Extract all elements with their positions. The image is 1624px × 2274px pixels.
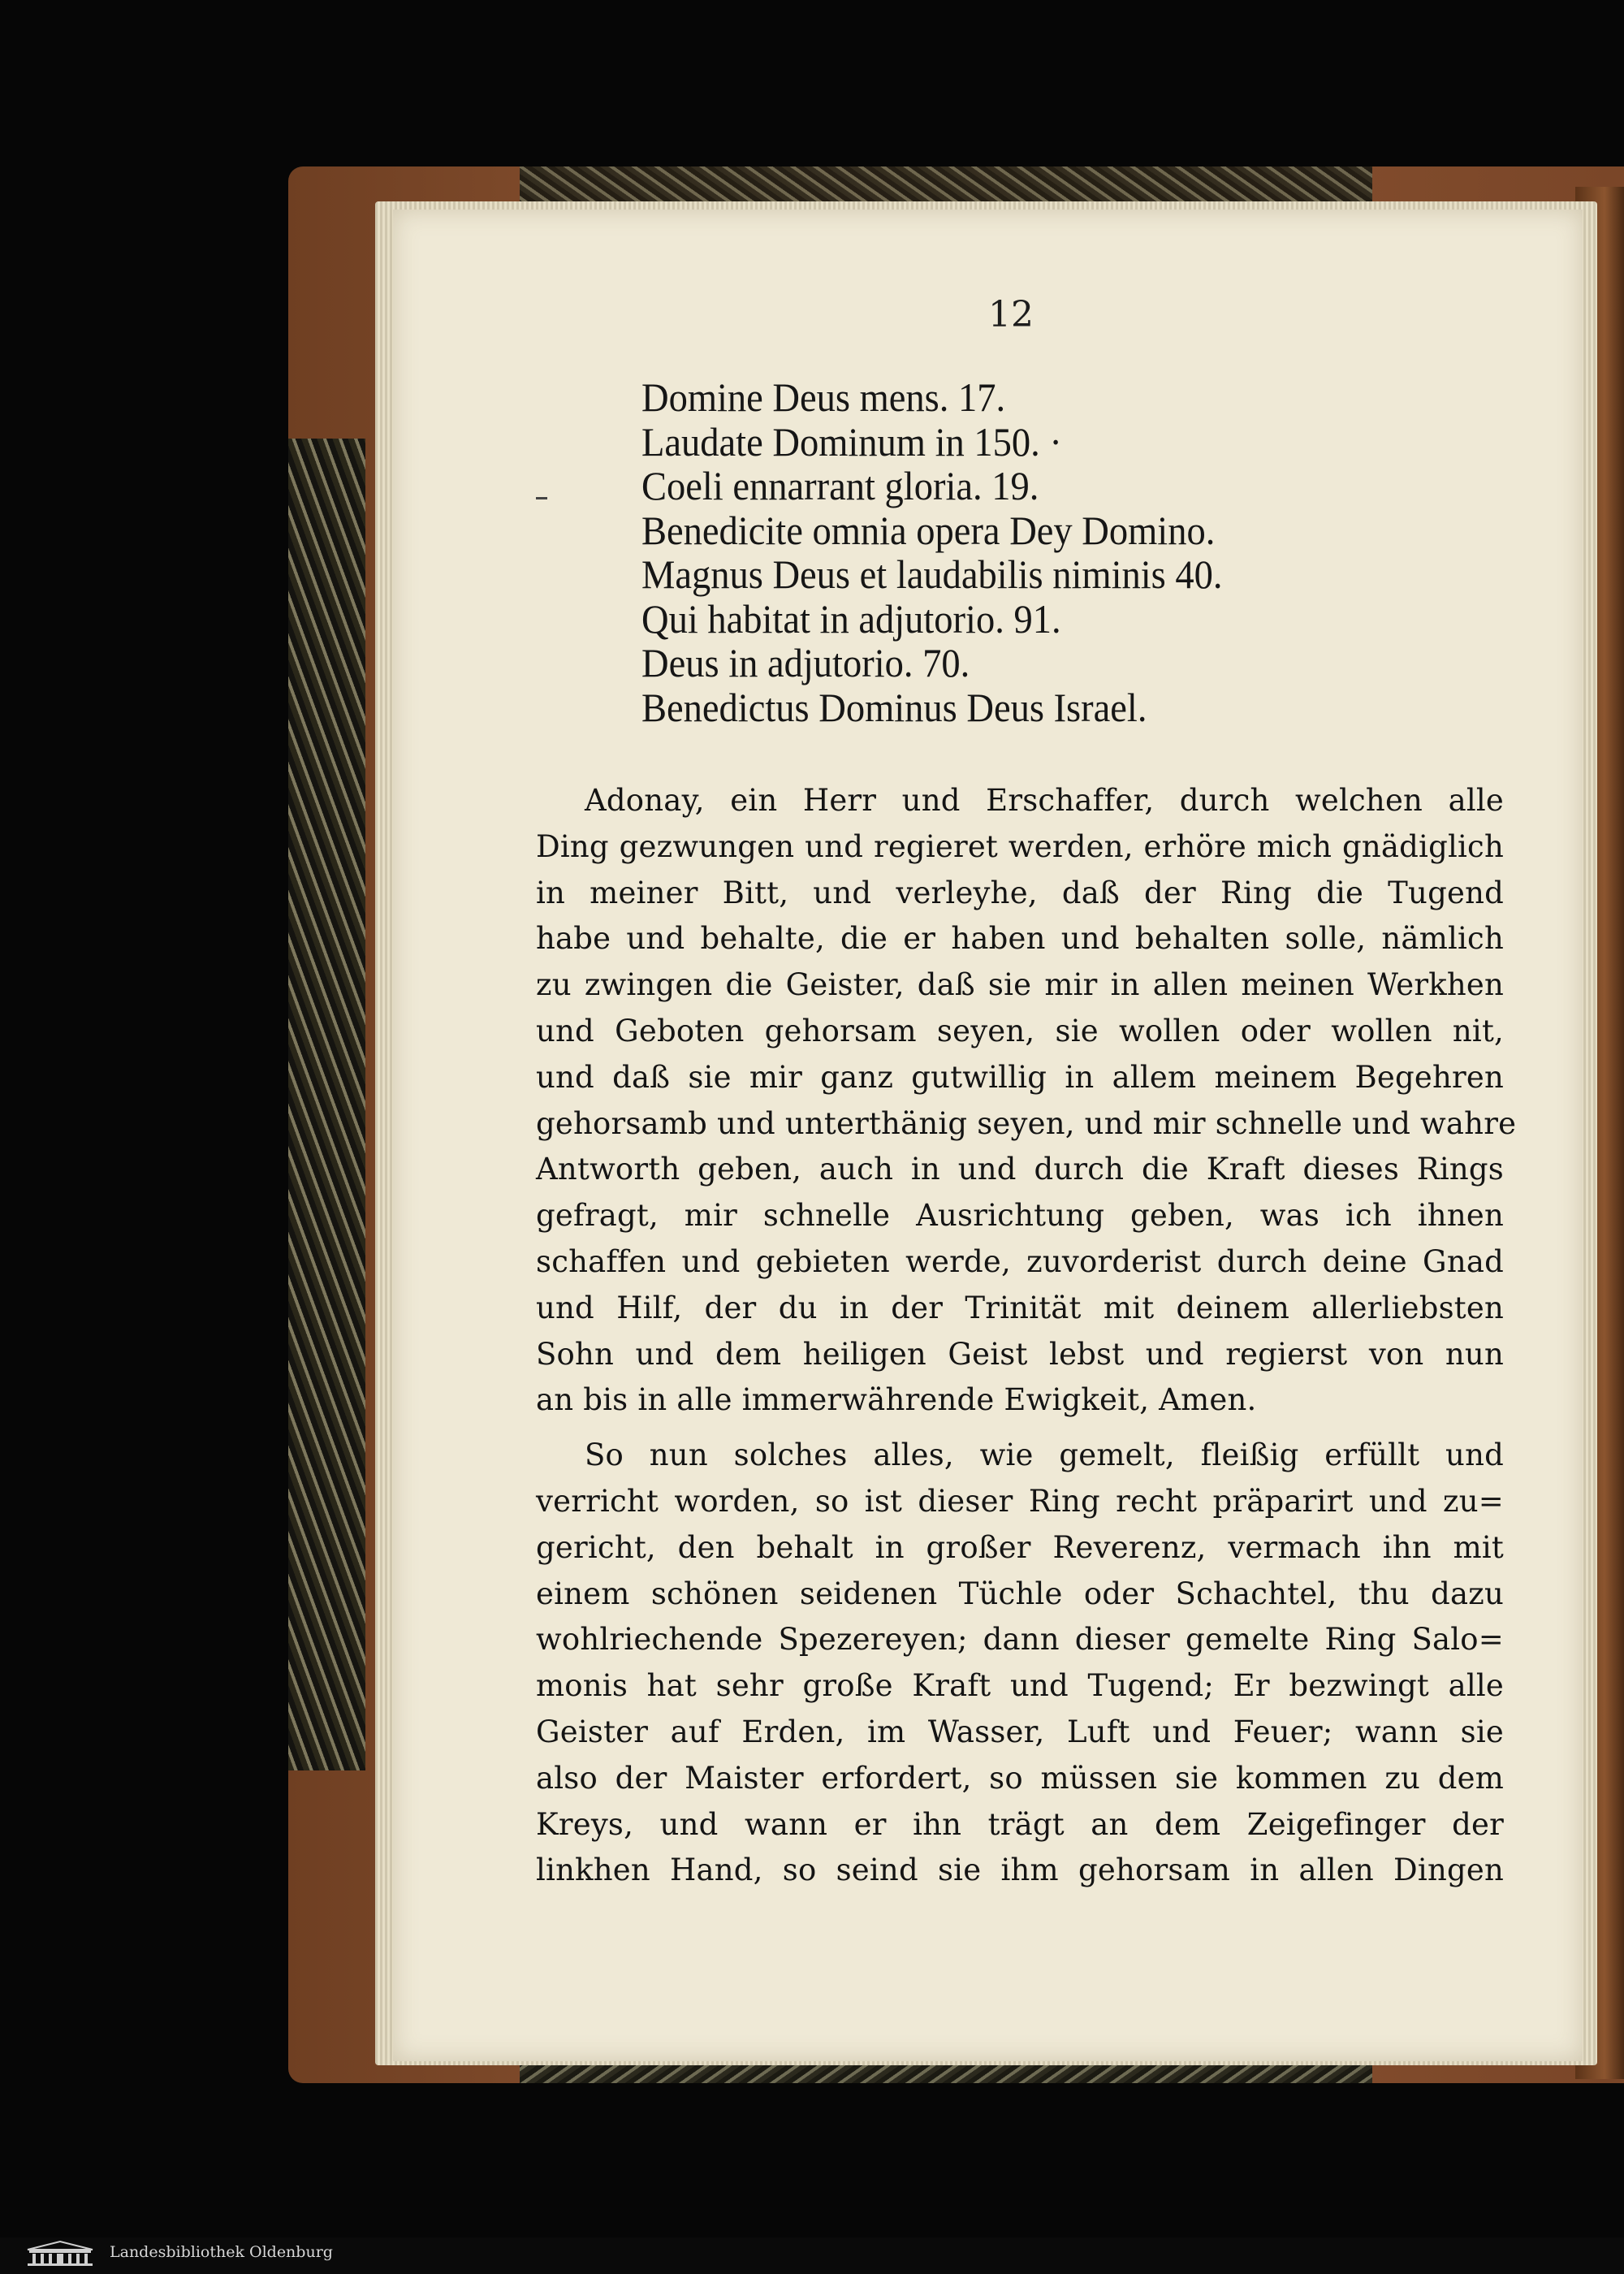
text-line: habe und behalte, die er haben und behalten solle, nämlich <box>536 921 1504 957</box>
psalm-line: Coeli ennarrant gloria. 19. <box>641 463 1039 508</box>
text-line: monis hat sehr große Kraft und Tugend; Er bezwingt alle <box>536 1668 1504 1704</box>
psalm-line: Magnus Deus et laudabilis niminis 40. <box>641 551 1223 597</box>
text-line: Ding gezwungen und regieret werden, erhöre mich gnädiglich <box>536 828 1504 864</box>
library-building-icon <box>23 2240 97 2268</box>
text-line: also der Maister erfordert, so müssen sie kommen zu dem <box>536 1760 1504 1796</box>
text-line: linkhen Hand, so seind sie ihm gehorsam in allen Dingen <box>536 1852 1504 1888</box>
marbled-cover-left <box>288 439 365 1770</box>
text-line: gericht, den behalt in großer Reverenz, vermach ihn mit <box>536 1529 1504 1565</box>
marbled-cover-top <box>520 166 1372 205</box>
text-line: an bis in alle immerwährende Ewigkeit, Amen. <box>536 1382 1257 1418</box>
text-line: Adonay, ein Herr und Erschaffer, durch welchen alle <box>585 783 1504 818</box>
text-line: Geister auf Erden, im Wasser, Luft und Feuer; wann sie <box>536 1714 1504 1749</box>
text-line: und daß sie mir ganz gutwillig in allem meinem Begehren <box>536 1059 1504 1095</box>
text-line: einem schönen seidenen Tüchle oder Schachtel, thu dazu <box>536 1576 1504 1611</box>
psalm-line: Benedicite omnia opera Dey Domino. <box>641 507 1216 553</box>
text-line: gehorsamb und unterthänig seyen, und mir schnelle und wahre <box>536 1105 1517 1141</box>
text-line: zu zwingen die Geister, daß sie mir in allen meinen Werkhen <box>536 967 1504 1003</box>
psalm-line: Qui habitat in adjutorio. 91. <box>641 595 1061 642</box>
text-line: und Hilf, der du in der Trinität mit deinem allerliebsten <box>536 1290 1504 1325</box>
paragraph-prayer <box>536 778 1517 1424</box>
psalm-line: Deus in adjutorio. 70. <box>641 640 970 685</box>
text-line: wohlriechende Spezereyen; dann dieser gemelte Ring Salo= <box>536 1622 1504 1658</box>
paragraph-ring <box>536 1433 1504 1894</box>
text-line: gefragt, mir schnelle Ausrichtung geben, was ich ihnen <box>536 1198 1504 1234</box>
text-line: verricht worden, so ist dieser Ring recht präparirt und zu= <box>536 1483 1504 1519</box>
page-number: 12 <box>988 294 1034 335</box>
text-line: in meiner Bitt, und verleyhe, daß der Ring die Tugend <box>536 875 1504 910</box>
text-line: Sohn und dem heiligen Geist lebst und regierst von nun <box>536 1336 1504 1372</box>
text-line: Antworth geben, auch in und durch die Kraft dieses Rings <box>536 1152 1504 1187</box>
text-line: So nun solches alles, wie gemelt, fleißig erfüllt und <box>585 1437 1504 1473</box>
psalm-line: Benedictus Dominus Deus Israel. <box>641 684 1147 730</box>
library-name: Landesbibliothek Oldenburg <box>110 2243 333 2261</box>
body-text <box>536 778 1517 1894</box>
margin-mark <box>536 497 547 499</box>
psalm-line: Domine Deus mens. 17. <box>641 374 1006 420</box>
text-line: Kreys, und wann er ihn trägt an dem Zeigefinger der <box>536 1806 1504 1842</box>
psalm-line: Laudate Dominum in 150. · <box>641 418 1062 465</box>
text-line: schaffen und gebieten werde, zuvorderist durch deine Gnad <box>536 1243 1504 1279</box>
psalm-list <box>641 375 1421 729</box>
text-line: und Geboten gehorsam seyen, sie wollen oder wollen nit, <box>536 1013 1504 1048</box>
